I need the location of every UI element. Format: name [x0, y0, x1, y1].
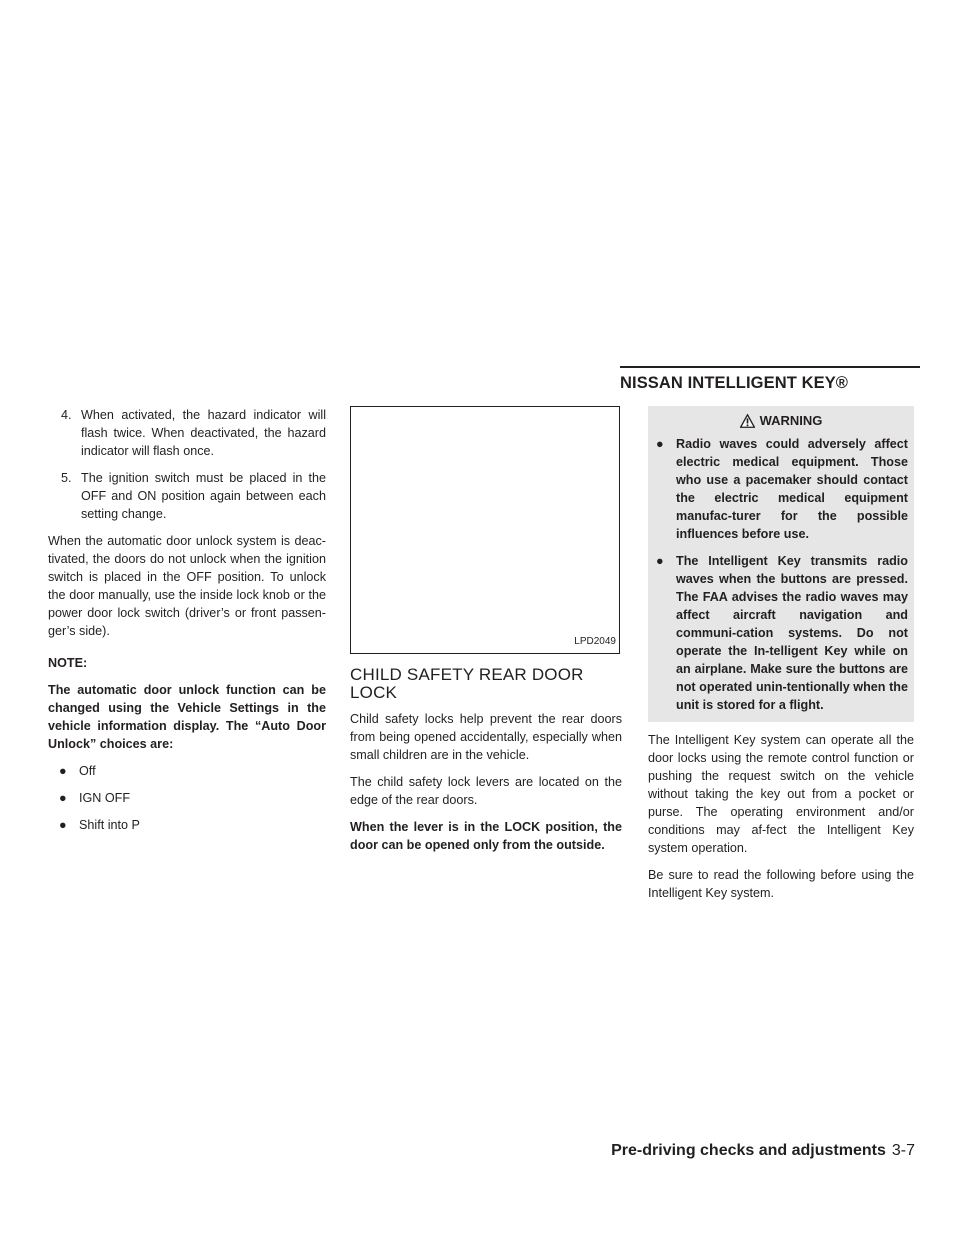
- list-item: ● Off: [59, 764, 96, 778]
- list-item: ● IGN OFF: [59, 791, 131, 805]
- numbered-step: [48, 469, 326, 523]
- intelligent-key-paragraph: The Intelligent Key system can operate all the door locks using the remote control function or pushing the request switch on the vehicle without taking the key out from a pocket or purse. The operating environment and/or conditions may af-fect the Intelligent Key system operation.: [648, 733, 914, 855]
- numbered-step: [48, 406, 326, 460]
- list-item: ● Radio waves could adversely affect electric medical equipment. Those who use a pacemaker should contact the electric medical equipment manufac-turer for the possible influences before use.: [656, 437, 908, 541]
- lever-location-paragraph: The child safety lock levers are located on the edge of the rear doors.: [350, 775, 622, 807]
- child-lock-paragraph: Child safety locks help prevent the rear doors from being opened accidentally, especially when small children are in the vehicle.: [350, 712, 622, 762]
- page-number: 3-7: [891, 1142, 915, 1159]
- warning-title: WARNING: [759, 413, 823, 428]
- column-left: [48, 406, 326, 843]
- column-right: [648, 406, 914, 911]
- bullet-icon: ●: [59, 818, 67, 832]
- step-number: 4.: [61, 408, 72, 422]
- step-text: The ignition switch must be placed in the OFF and ON position again between each setting change.: [81, 471, 326, 521]
- lock-position-paragraph: When the lever is in the LOCK position, the door can be opened only from the outside.: [350, 820, 622, 852]
- choice-list: [48, 762, 326, 834]
- figure-placeholder: [350, 406, 620, 654]
- warning-triangle-icon: [740, 414, 755, 428]
- unlock-paragraph: When the automatic door unlock system is deac-tivated, the doors do not unlock when the ignition switch is placed in the OFF position. To unlock the door manually, use the inside lock knob or the power door lock switch (driver’s or front passen-ger’s side).: [48, 534, 326, 638]
- note-text: The automatic door unlock function can be changed using the Vehicle Settings in the vehicle information display. The “Auto Door Unlock” choices are:: [48, 683, 326, 751]
- warning-list: [654, 435, 908, 714]
- warning-header: [654, 406, 908, 435]
- bullet-icon: ●: [59, 791, 67, 805]
- bullet-icon: ●: [656, 437, 664, 451]
- note-label: NOTE:: [48, 656, 88, 670]
- step-text: When activated, the hazard indicator will flash twice. When deactivated, the hazard indicator will flash once.: [81, 408, 326, 458]
- list-item: ● The Intelligent Key transmits radio waves when the buttons are pressed. The FAA advises the radio waves may affect aircraft navigation and communi-cation systems. Do not operate the In-telligent Key while on an airplane. Make sure the buttons are not operated unin-tentionally when the unit is stored for a flight.: [656, 554, 908, 712]
- list-item: ● Shift into P: [59, 818, 140, 832]
- page-footer: [611, 1142, 915, 1160]
- section-header: NISSAN INTELLIGENT KEY®: [620, 366, 920, 393]
- warning-box: [648, 406, 914, 722]
- bullet-icon: ●: [59, 764, 67, 778]
- read-before-paragraph: Be sure to read the following before using the Intelligent Key system.: [648, 868, 914, 900]
- column-middle: [350, 406, 622, 863]
- figure-code: LPD2049: [574, 636, 616, 647]
- step-number: 5.: [61, 471, 72, 485]
- bullet-icon: ●: [656, 554, 664, 568]
- footer-title: Pre-driving checks and adjustments: [611, 1142, 886, 1159]
- child-lock-heading: CHILD SAFETY REAR DOOR LOCK: [350, 665, 584, 702]
